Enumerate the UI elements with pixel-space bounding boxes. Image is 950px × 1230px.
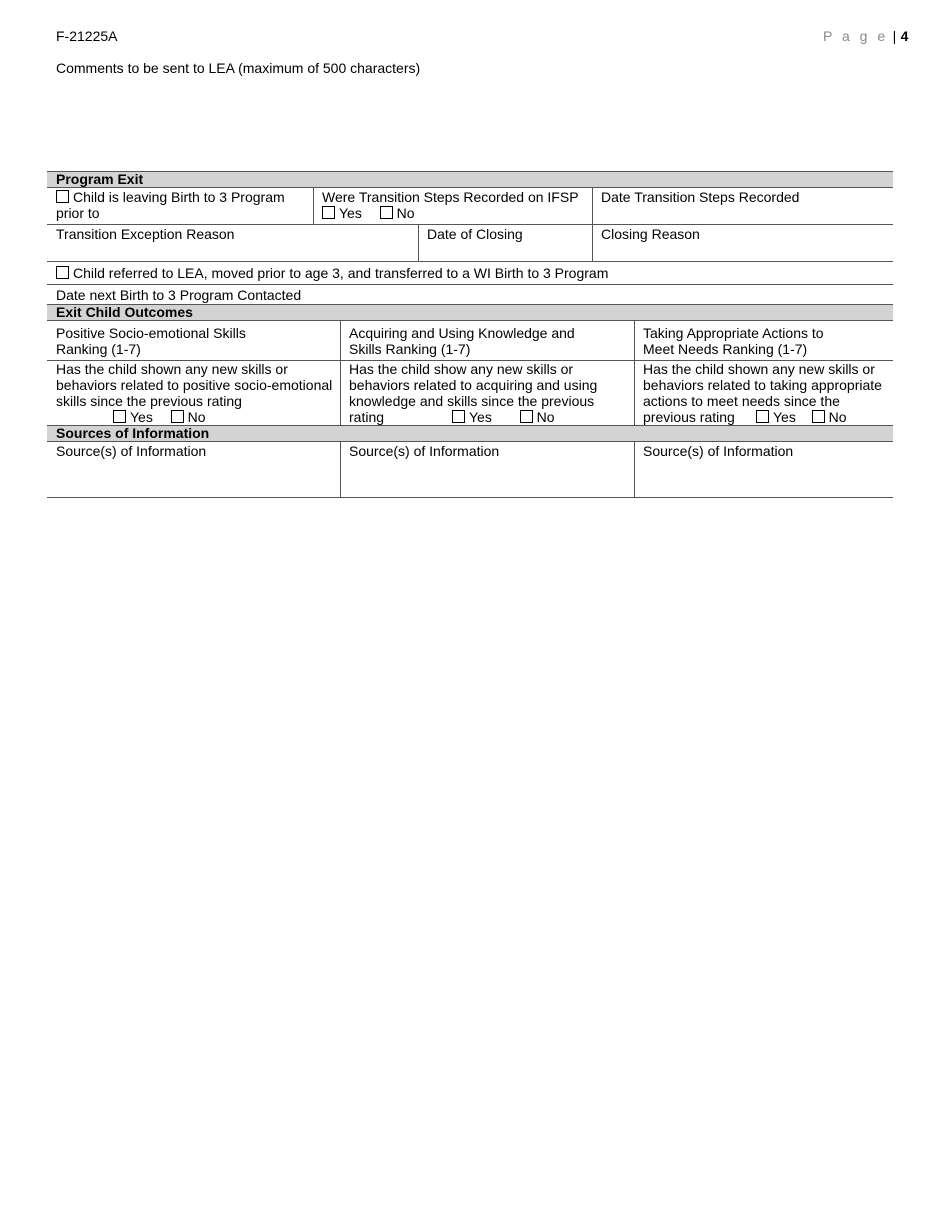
no-checkbox[interactable] — [520, 410, 533, 423]
knowledge-label-1: Acquiring and Using Knowledge and — [349, 325, 575, 341]
sources-col3-field[interactable] — [643, 460, 888, 495]
checkbox-icon[interactable] — [56, 266, 69, 279]
closing-reason-field[interactable] — [601, 243, 886, 259]
knowledge-ranking-field[interactable] — [475, 341, 630, 357]
form-number: F-21225A — [56, 28, 118, 44]
sources-col1-field[interactable] — [56, 460, 336, 495]
transition-recorded-options: Yes No — [322, 205, 415, 222]
no-checkbox[interactable] — [171, 410, 184, 423]
q1-line-3: skills since the previous rating — [56, 393, 242, 409]
referred-lea-checkbox-label[interactable]: Child referred to LEA, moved prior to age 3, and transferred to a WI Birth to 3 Program — [56, 265, 608, 282]
socio-emotional-label-1: Positive Socio-emotional Skills — [56, 325, 246, 341]
knowledge-label-2: Skills Ranking (1-7) — [349, 341, 471, 357]
actions-label-2: Meet Needs Ranking (1-7) — [643, 341, 808, 357]
sources-header: Sources of Information — [47, 426, 893, 441]
socio-emotional-ranking-field[interactable] — [145, 341, 335, 357]
q1-options: Yes No — [113, 409, 206, 426]
sources-col2-field[interactable] — [349, 460, 629, 495]
actions-label-1: Taking Appropriate Actions to — [643, 325, 824, 341]
comments-field[interactable] — [56, 80, 886, 165]
transition-recorded-label: Were Transition Steps Recorded on IFSP — [322, 189, 579, 205]
yes-checkbox[interactable] — [113, 410, 126, 423]
q3-options: Yes No — [756, 409, 847, 426]
sources-col3-label: Source(s) of Information — [643, 443, 794, 459]
comments-label: Comments to be sent to LEA (maximum of 500 characters) — [56, 60, 421, 76]
page-label: P a g e — [823, 28, 889, 44]
q3-line-4: previous rating — [643, 409, 735, 425]
q1-line-1: Has the child shown any new skills or — [56, 361, 288, 377]
yes-checkbox[interactable] — [452, 410, 465, 423]
q2-line-2: behaviors related to acquiring and using — [349, 377, 598, 393]
q3-line-2: behaviors related to taking appropriate — [643, 377, 882, 393]
page-indicator — [823, 28, 908, 46]
date-closing-label: Date of Closing — [427, 226, 523, 242]
yes-checkbox[interactable] — [322, 206, 335, 219]
q2-line-4: rating — [349, 409, 385, 425]
leaving-date-field[interactable] — [56, 187, 312, 224]
q1-line-2: behaviors related to positive socio-emotional — [56, 377, 333, 393]
program-exit-header: Program Exit — [47, 172, 893, 187]
date-recorded-label: Date Transition Steps Recorded — [601, 189, 800, 205]
no-checkbox[interactable] — [812, 410, 825, 423]
q2-line-3: knowledge and skills since the previous — [349, 393, 595, 409]
yes-checkbox[interactable] — [756, 410, 769, 423]
q3-line-3: actions to meet needs since the — [643, 393, 840, 409]
closing-reason-label: Closing Reason — [601, 226, 700, 242]
leaving-program-label-2: prior to — [56, 205, 100, 221]
exception-reason-label: Transition Exception Reason — [56, 226, 235, 242]
date-closing-field[interactable] — [427, 243, 587, 259]
exception-reason-field[interactable] — [56, 243, 414, 259]
date-next-field[interactable] — [305, 286, 885, 302]
sources-col1-label: Source(s) of Information — [56, 443, 207, 459]
exit-outcomes-header: Exit Child Outcomes — [47, 305, 893, 320]
sources-col2-label: Source(s) of Information — [349, 443, 500, 459]
leaving-program-checkbox-label[interactable]: Child is leaving Birth to 3 Program — [56, 189, 285, 206]
actions-ranking-field[interactable] — [810, 341, 888, 357]
no-checkbox[interactable] — [380, 206, 393, 219]
q3-line-1: Has the child shown any new skills or — [643, 361, 875, 377]
page-separator: | — [892, 28, 897, 44]
date-next-label: Date next Birth to 3 Program Contacted — [56, 287, 302, 303]
q2-options: Yes No — [452, 409, 555, 426]
socio-emotional-label-2: Ranking (1-7) — [56, 341, 141, 357]
q2-line-1: Has the child show any new skills or — [349, 361, 574, 377]
date-recorded-field[interactable] — [601, 205, 886, 223]
page-number: 4 — [900, 28, 909, 44]
